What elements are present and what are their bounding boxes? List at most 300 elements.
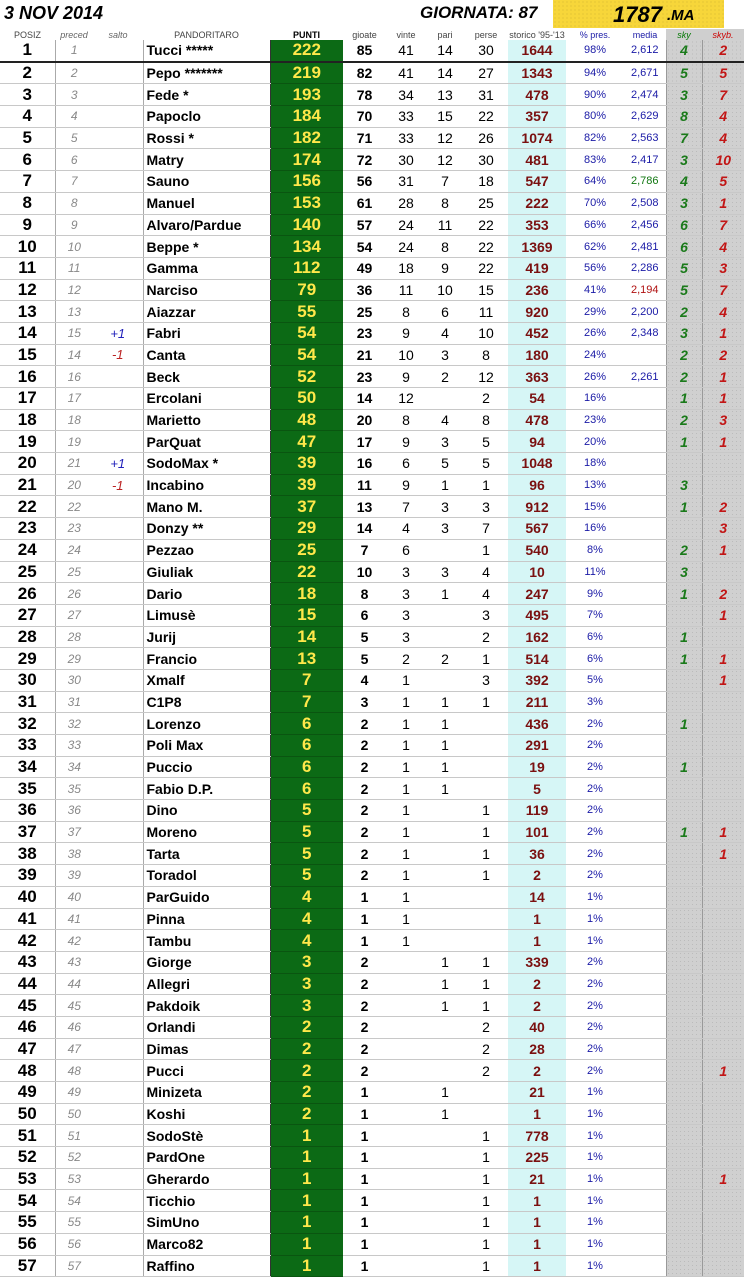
position-cell: 36 [0, 800, 55, 822]
losses-cell [464, 930, 508, 952]
losses-cell: 1 [464, 821, 508, 843]
skyb-count-cell: 10 [702, 149, 744, 171]
position-change-cell [93, 149, 143, 171]
position-cell: 51 [0, 1125, 55, 1147]
draws-cell: 1 [426, 778, 464, 800]
presence-percent-cell: 1% [566, 1233, 624, 1255]
skyb-count-cell [702, 865, 744, 887]
historical-points-cell: 36 [508, 843, 566, 865]
losses-cell: 5 [464, 453, 508, 475]
average-cell [624, 1255, 666, 1277]
sky-count-cell [666, 930, 702, 952]
skyb-count-cell: 7 [702, 84, 744, 106]
presence-percent-cell: 1% [566, 1125, 624, 1147]
presence-percent-cell: 2% [566, 713, 624, 735]
games-played-cell: 2 [343, 713, 386, 735]
previous-position-cell: 29 [55, 648, 93, 670]
position-cell: 32 [0, 713, 55, 735]
sky-count-cell [666, 800, 702, 822]
losses-cell: 22 [464, 257, 508, 279]
skyb-count-cell [702, 735, 744, 757]
average-cell [624, 800, 666, 822]
previous-position-cell: 15 [55, 322, 93, 344]
previous-position-cell: 20 [55, 474, 93, 496]
player-name-cell: PardOne [143, 1147, 270, 1169]
position-cell: 43 [0, 951, 55, 973]
position-cell: 39 [0, 865, 55, 887]
position-cell: 53 [0, 1168, 55, 1190]
average-cell [624, 1038, 666, 1060]
skyb-count-cell: 2 [702, 344, 744, 366]
table-row [0, 669, 744, 691]
wins-cell [386, 951, 426, 973]
skyb-count-cell: 1 [702, 366, 744, 388]
draws-cell: 8 [426, 236, 464, 258]
date-label: 3 NOV 2014 [4, 3, 104, 23]
games-played-cell: 82 [343, 62, 386, 84]
position-cell: 54 [0, 1190, 55, 1212]
table-row [0, 908, 744, 930]
position-change-cell [93, 1060, 143, 1082]
skyb-count-cell [702, 626, 744, 648]
position-change-cell [93, 192, 143, 214]
table-row [0, 821, 744, 843]
draws-cell: 3 [426, 496, 464, 518]
historical-points-cell: 392 [508, 669, 566, 691]
historical-points-cell: 119 [508, 800, 566, 822]
losses-cell: 1 [464, 1168, 508, 1190]
draws-cell: 14 [426, 62, 464, 84]
losses-cell: 25 [464, 192, 508, 214]
previous-position-cell: 57 [55, 1255, 93, 1277]
average-cell [624, 583, 666, 605]
previous-position-cell: 37 [55, 821, 93, 843]
table-row [0, 127, 744, 149]
draws-cell: 7 [426, 171, 464, 193]
skyb-count-cell: 1 [702, 322, 744, 344]
wins-cell [386, 1255, 426, 1277]
losses-cell: 4 [464, 583, 508, 605]
games-played-cell: 7 [343, 539, 386, 561]
previous-position-cell: 36 [55, 800, 93, 822]
position-change-cell [93, 409, 143, 431]
wins-cell: 10 [386, 344, 426, 366]
table-row [0, 648, 744, 670]
presence-percent-cell: 2% [566, 800, 624, 822]
average-cell [624, 1190, 666, 1212]
position-cell: 55 [0, 1212, 55, 1234]
games-played-cell: 56 [343, 171, 386, 193]
sky-count-cell: 2 [666, 539, 702, 561]
points-cell: 5 [270, 843, 343, 865]
position-cell: 31 [0, 691, 55, 713]
average-cell [624, 930, 666, 952]
position-cell: 57 [0, 1255, 55, 1277]
player-name-cell: Matry [143, 149, 270, 171]
losses-cell: 3 [464, 496, 508, 518]
table-row [0, 800, 744, 822]
position-cell: 19 [0, 431, 55, 453]
previous-position-cell: 48 [55, 1060, 93, 1082]
table-row [0, 973, 744, 995]
wins-cell: 4 [386, 518, 426, 540]
wins-cell: 3 [386, 561, 426, 583]
presence-percent-cell: 2% [566, 995, 624, 1017]
col-punti: PUNTI [293, 29, 320, 40]
games-played-cell: 71 [343, 127, 386, 149]
table-row [0, 1233, 744, 1255]
draws-cell: 1 [426, 1103, 464, 1125]
historical-points-cell: 1048 [508, 453, 566, 475]
sky-count-cell [666, 735, 702, 757]
position-cell: 44 [0, 973, 55, 995]
games-played-cell: 13 [343, 496, 386, 518]
points-cell: 140 [270, 214, 343, 236]
presence-percent-cell: 2% [566, 778, 624, 800]
player-name-cell: Fabri [143, 322, 270, 344]
average-cell [624, 691, 666, 713]
previous-position-cell: 1 [55, 40, 93, 62]
position-cell: 6 [0, 149, 55, 171]
average-cell [624, 886, 666, 908]
presence-percent-cell: 80% [566, 106, 624, 128]
points-cell: 112 [270, 257, 343, 279]
average-cell [624, 1168, 666, 1190]
player-name-cell: Incabino [143, 474, 270, 496]
average-cell [624, 821, 666, 843]
position-cell: 47 [0, 1038, 55, 1060]
previous-position-cell: 31 [55, 691, 93, 713]
table-row [0, 1060, 744, 1082]
average-cell [624, 648, 666, 670]
position-change-cell [93, 604, 143, 626]
draws-cell [426, 886, 464, 908]
position-change-cell: +1 [93, 453, 143, 475]
losses-cell: 31 [464, 84, 508, 106]
average-cell [624, 908, 666, 930]
points-cell: 3 [270, 951, 343, 973]
table-row [0, 1168, 744, 1190]
player-name-cell: Poli Max [143, 735, 270, 757]
wins-cell: 3 [386, 604, 426, 626]
ma-suffix: .MA [667, 7, 695, 24]
player-name-cell: Sauno [143, 171, 270, 193]
losses-cell: 7 [464, 518, 508, 540]
skyb-count-cell: 7 [702, 279, 744, 301]
losses-cell: 3 [464, 669, 508, 691]
table-row [0, 539, 744, 561]
wins-cell: 1 [386, 669, 426, 691]
losses-cell: 2 [464, 626, 508, 648]
previous-position-cell: 10 [55, 236, 93, 258]
wins-cell: 33 [386, 127, 426, 149]
table-row [0, 604, 744, 626]
previous-position-cell: 35 [55, 778, 93, 800]
draws-cell: 3 [426, 431, 464, 453]
position-change-cell [93, 583, 143, 605]
table-row [0, 431, 744, 453]
games-played-cell: 57 [343, 214, 386, 236]
player-name-cell: ParQuat [143, 431, 270, 453]
points-cell: 22 [270, 561, 343, 583]
skyb-count-cell [702, 691, 744, 713]
skyb-count-cell: 7 [702, 214, 744, 236]
draws-cell: 1 [426, 713, 464, 735]
sky-count-cell: 8 [666, 106, 702, 128]
average-cell: 2,671 [624, 62, 666, 84]
player-name-cell: Beck [143, 366, 270, 388]
wins-cell [386, 1125, 426, 1147]
table-row [0, 865, 744, 887]
presence-percent-cell: 1% [566, 886, 624, 908]
average-cell [624, 1125, 666, 1147]
sky-count-cell: 2 [666, 301, 702, 323]
col-storico: storico '95-'13 [509, 29, 565, 40]
losses-cell: 1 [464, 648, 508, 670]
historical-points-cell: 1644 [508, 40, 566, 62]
losses-cell: 1 [464, 951, 508, 973]
position-cell: 45 [0, 995, 55, 1017]
draws-cell [426, 1233, 464, 1255]
player-name-cell: Limusè [143, 604, 270, 626]
wins-cell: 18 [386, 257, 426, 279]
table-row [0, 84, 744, 106]
games-played-cell: 1 [343, 1255, 386, 1277]
previous-position-cell: 56 [55, 1233, 93, 1255]
sky-count-cell [666, 669, 702, 691]
table-row [0, 366, 744, 388]
player-name-cell: Marietto [143, 409, 270, 431]
presence-percent-cell: 13% [566, 474, 624, 496]
previous-position-cell: 45 [55, 995, 93, 1017]
skyb-count-cell: 1 [702, 669, 744, 691]
presence-percent-cell: 16% [566, 518, 624, 540]
position-cell: 3 [0, 84, 55, 106]
points-cell: 39 [270, 453, 343, 475]
draws-cell: 1 [426, 474, 464, 496]
losses-cell: 11 [464, 301, 508, 323]
losses-cell: 12 [464, 366, 508, 388]
skyb-count-cell [702, 1233, 744, 1255]
presence-percent-cell: 1% [566, 1212, 624, 1234]
points-cell: 3 [270, 973, 343, 995]
points-cell: 182 [270, 127, 343, 149]
wins-cell [386, 1168, 426, 1190]
games-played-cell: 5 [343, 626, 386, 648]
draws-cell: 9 [426, 257, 464, 279]
historical-points-cell: 920 [508, 301, 566, 323]
points-cell: 3 [270, 995, 343, 1017]
player-name-cell: Giorge [143, 951, 270, 973]
games-played-cell: 2 [343, 778, 386, 800]
games-played-cell: 1 [343, 1147, 386, 1169]
points-cell: 4 [270, 930, 343, 952]
historical-points-cell: 2 [508, 1060, 566, 1082]
player-name-cell: Tambu [143, 930, 270, 952]
sky-count-cell [666, 1103, 702, 1125]
sky-count-cell: 6 [666, 236, 702, 258]
historical-points-cell: 5 [508, 778, 566, 800]
games-played-cell: 2 [343, 843, 386, 865]
losses-cell [464, 1103, 508, 1125]
losses-cell: 1 [464, 1212, 508, 1234]
points-cell: 2 [270, 1103, 343, 1125]
skyb-count-cell: 5 [702, 171, 744, 193]
losses-cell: 26 [464, 127, 508, 149]
losses-cell: 1 [464, 691, 508, 713]
position-change-cell [93, 257, 143, 279]
games-played-cell: 23 [343, 322, 386, 344]
position-change-cell [93, 279, 143, 301]
table-row [0, 735, 744, 757]
sky-count-cell: 1 [666, 626, 702, 648]
skyb-count-cell: 4 [702, 106, 744, 128]
table-row [0, 1103, 744, 1125]
previous-position-cell: 52 [55, 1147, 93, 1169]
draws-cell [426, 626, 464, 648]
average-cell: 2,474 [624, 84, 666, 106]
sky-count-cell: 5 [666, 62, 702, 84]
wins-cell: 34 [386, 84, 426, 106]
historical-points-cell: 478 [508, 84, 566, 106]
skyb-count-cell [702, 908, 744, 930]
previous-position-cell: 55 [55, 1212, 93, 1234]
skyb-count-cell [702, 1016, 744, 1038]
position-cell: 34 [0, 756, 55, 778]
previous-position-cell: 42 [55, 930, 93, 952]
games-played-cell: 20 [343, 409, 386, 431]
skyb-count-cell: 1 [702, 604, 744, 626]
draws-cell [426, 1212, 464, 1234]
presence-percent-cell: 24% [566, 344, 624, 366]
position-change-cell [93, 1016, 143, 1038]
sky-count-cell [666, 886, 702, 908]
historical-points-cell: 1 [508, 1190, 566, 1212]
position-cell: 52 [0, 1147, 55, 1169]
presence-percent-cell: 1% [566, 1082, 624, 1104]
previous-position-cell: 6 [55, 149, 93, 171]
points-cell: 193 [270, 84, 343, 106]
draws-cell [426, 800, 464, 822]
points-cell: 29 [270, 518, 343, 540]
skyb-count-cell: 1 [702, 431, 744, 453]
table-row [0, 1125, 744, 1147]
sky-count-cell: 3 [666, 149, 702, 171]
position-change-cell [93, 843, 143, 865]
draws-cell: 12 [426, 127, 464, 149]
ma-value: 1787 [613, 2, 662, 27]
position-change-cell [93, 669, 143, 691]
position-change-cell [93, 214, 143, 236]
standings-table [0, 29, 744, 1277]
previous-position-cell: 51 [55, 1125, 93, 1147]
position-change-cell [93, 171, 143, 193]
table-row [0, 474, 744, 496]
player-name-cell: Minizeta [143, 1082, 270, 1104]
previous-position-cell: 5 [55, 127, 93, 149]
wins-cell [386, 1212, 426, 1234]
skyb-count-cell: 1 [702, 821, 744, 843]
draws-cell: 11 [426, 214, 464, 236]
position-change-cell [93, 1190, 143, 1212]
draws-cell [426, 1060, 464, 1082]
previous-position-cell: 54 [55, 1190, 93, 1212]
sky-count-cell [666, 995, 702, 1017]
games-played-cell: 23 [343, 366, 386, 388]
col-preced: preced [60, 29, 88, 40]
player-name-cell: Tarta [143, 843, 270, 865]
games-played-cell: 2 [343, 735, 386, 757]
points-cell: 2 [270, 1060, 343, 1082]
table-row [0, 40, 744, 62]
sky-count-cell [666, 604, 702, 626]
position-change-cell [93, 908, 143, 930]
presence-percent-cell: 56% [566, 257, 624, 279]
previous-position-cell: 41 [55, 908, 93, 930]
skyb-count-cell [702, 1190, 744, 1212]
skyb-count-cell: 1 [702, 843, 744, 865]
draws-cell: 12 [426, 149, 464, 171]
presence-percent-cell: 1% [566, 1190, 624, 1212]
wins-cell: 24 [386, 214, 426, 236]
presence-percent-cell: 16% [566, 388, 624, 410]
player-name-cell: ParGuido [143, 886, 270, 908]
average-cell [624, 518, 666, 540]
losses-cell: 1 [464, 995, 508, 1017]
games-played-cell: 2 [343, 995, 386, 1017]
presence-percent-cell: 8% [566, 539, 624, 561]
position-cell: 50 [0, 1103, 55, 1125]
points-cell: 1 [270, 1125, 343, 1147]
historical-points-cell: 2 [508, 973, 566, 995]
sky-count-cell [666, 1082, 702, 1104]
wins-cell: 1 [386, 886, 426, 908]
average-cell [624, 865, 666, 887]
previous-position-cell: 50 [55, 1103, 93, 1125]
position-cell: 16 [0, 366, 55, 388]
historical-points-cell: 21 [508, 1168, 566, 1190]
average-cell [624, 539, 666, 561]
presence-percent-cell: 66% [566, 214, 624, 236]
sky-count-cell: 2 [666, 409, 702, 431]
presence-percent-cell: 11% [566, 561, 624, 583]
presence-percent-cell: 6% [566, 648, 624, 670]
average-cell [624, 561, 666, 583]
position-change-cell [93, 1125, 143, 1147]
historical-points-cell: 291 [508, 735, 566, 757]
presence-percent-cell: 2% [566, 1060, 624, 1082]
sky-count-cell: 1 [666, 713, 702, 735]
historical-points-cell: 225 [508, 1147, 566, 1169]
sky-count-cell [666, 1016, 702, 1038]
position-cell: 17 [0, 388, 55, 410]
wins-cell: 9 [386, 366, 426, 388]
points-cell: 13 [270, 648, 343, 670]
wins-cell: 6 [386, 453, 426, 475]
historical-points-cell: 19 [508, 756, 566, 778]
average-cell [624, 388, 666, 410]
skyb-count-cell: 2 [702, 583, 744, 605]
points-cell: 37 [270, 496, 343, 518]
points-cell: 1 [270, 1212, 343, 1234]
draws-cell [426, 843, 464, 865]
player-name-cell: Pezzao [143, 539, 270, 561]
wins-cell: 24 [386, 236, 426, 258]
previous-position-cell: 2 [55, 62, 93, 84]
position-cell: 37 [0, 821, 55, 843]
position-cell: 38 [0, 843, 55, 865]
historical-points-cell: 162 [508, 626, 566, 648]
